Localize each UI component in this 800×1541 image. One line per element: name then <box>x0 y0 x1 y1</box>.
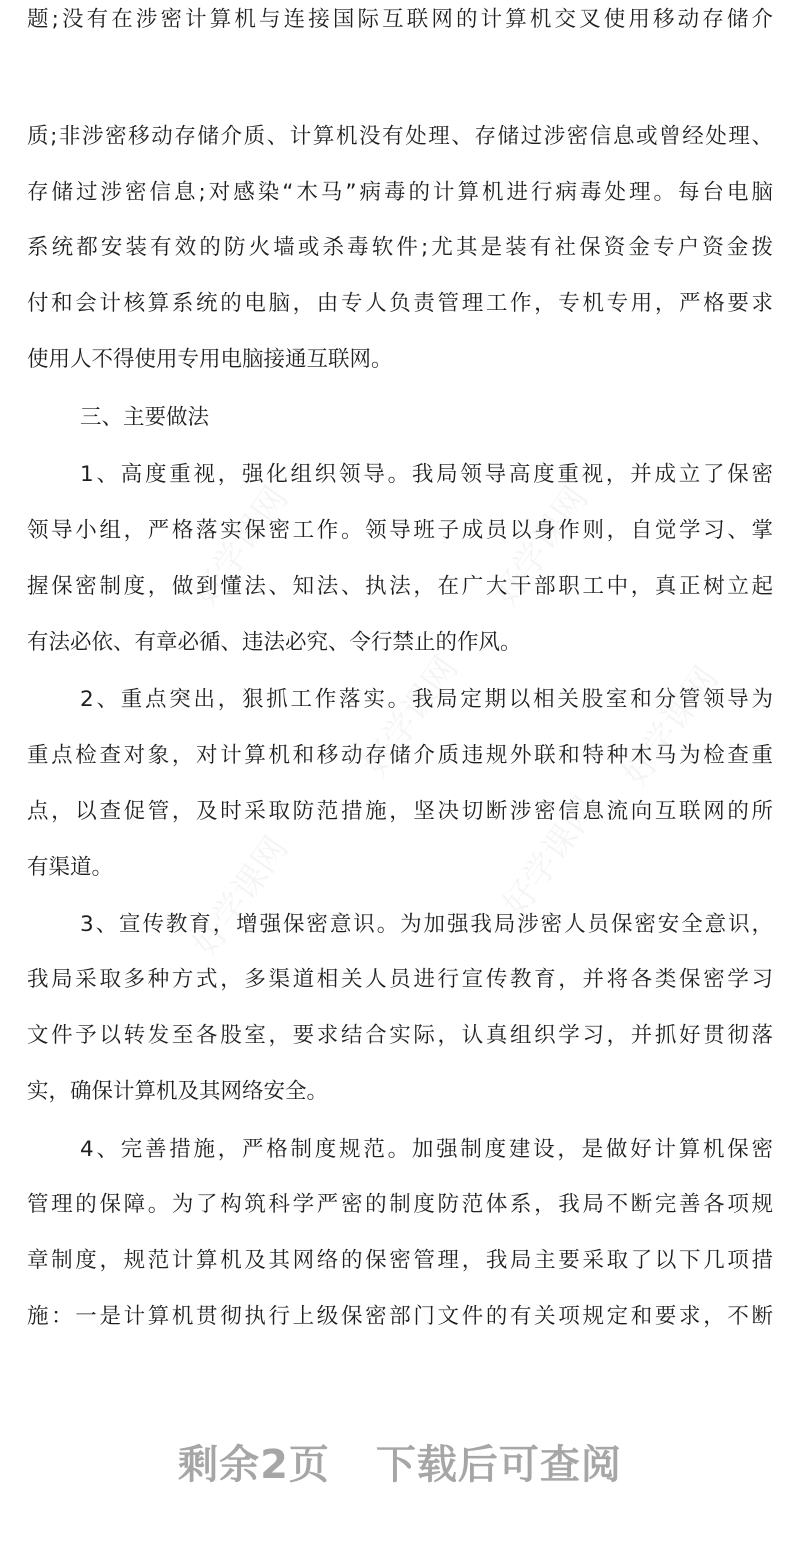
text-line: 章制度，规范计算机及其网络的保密管理，我局主要采取了以下几项措 <box>27 1248 773 1273</box>
text-line: 有法必依、有章必循、违法必究、令行禁止的作风。 <box>27 630 522 655</box>
text-line: 4、完善措施，严格制度规范。加强制度建设，是做好计算机保密 <box>80 1137 773 1162</box>
text-line: 握保密制度，做到懂法、知法、执法，在广大干部职工中，真正树立起 <box>27 574 773 599</box>
text-line: 3、宣传教育，增强保密意识。为加强我局涉密人员保密安全意识， <box>80 912 773 937</box>
text-line: 文件予以转发至各股室，要求结合实际，认真组织学习，并抓好贯彻落 <box>27 1023 773 1048</box>
watermark-text <box>179 825 297 965</box>
text-line: 施：一是计算机贯彻执行上级保密部门文件的有关项规定和要求，不断 <box>27 1304 773 1329</box>
download-to-view-label: 下载后可查阅 <box>375 1442 622 1488</box>
text-line: 点，以查促管，及时采取防范措施，坚决切断涉密信息流向互联网的所 <box>27 799 773 824</box>
text-line: 付和会计核算系统的电脑，由专人负责管理工作，专机专用，严格要求 <box>27 291 773 316</box>
text-line: 质;非涉密移动存储介质、计算机没有处理、存储过涉密信息或曾经处理、 <box>27 124 773 149</box>
text-line: 管理的保障。为了构筑科学严密的制度防范体系，我局不断完善各项规 <box>27 1192 773 1217</box>
text-line: 有渠道。 <box>27 855 114 880</box>
text-line: 存储过涉密信息;对感染“木马”病毒的计算机进行病毒处理。每台电脑 <box>27 180 773 205</box>
section-heading: 三、主要做法 <box>80 405 210 430</box>
text-line: 题;没有在涉密计算机与连接国际互联网的计算机交叉使用移动存储介 <box>27 7 773 32</box>
text-line: 系统都安装有效的防火墙或杀毒软件;尤其是装有社保资金专户资金拨 <box>27 235 773 260</box>
text-line: 1、高度重视，强化组织领导。我局领导高度重视，并成立了保密 <box>80 462 773 487</box>
remaining-pages-label: 剩余2页 <box>178 1442 330 1488</box>
text-line: 2、重点突出，狠抓工作落实。我局定期以相关股室和分管领导为 <box>80 687 773 712</box>
text-line: 领导小组，严格落实保密工作。领导班子成员以身作则，自觉学习、掌 <box>27 518 773 543</box>
text-line: 重点检查对象，对计算机和移动存储介质违规外联和特种木马为检查重 <box>27 743 773 768</box>
download-prompt-banner[interactable] <box>0 1440 800 1490</box>
text-line: 我局采取多种方式，多渠道相关人员进行宣传教育，并将各类保密学习 <box>27 967 773 992</box>
text-line: 使用人不得使用专用电脑接通互联网。 <box>27 347 393 372</box>
watermark-text <box>609 655 727 795</box>
text-line: 实，确保计算机及其网络安全。 <box>27 1079 329 1104</box>
